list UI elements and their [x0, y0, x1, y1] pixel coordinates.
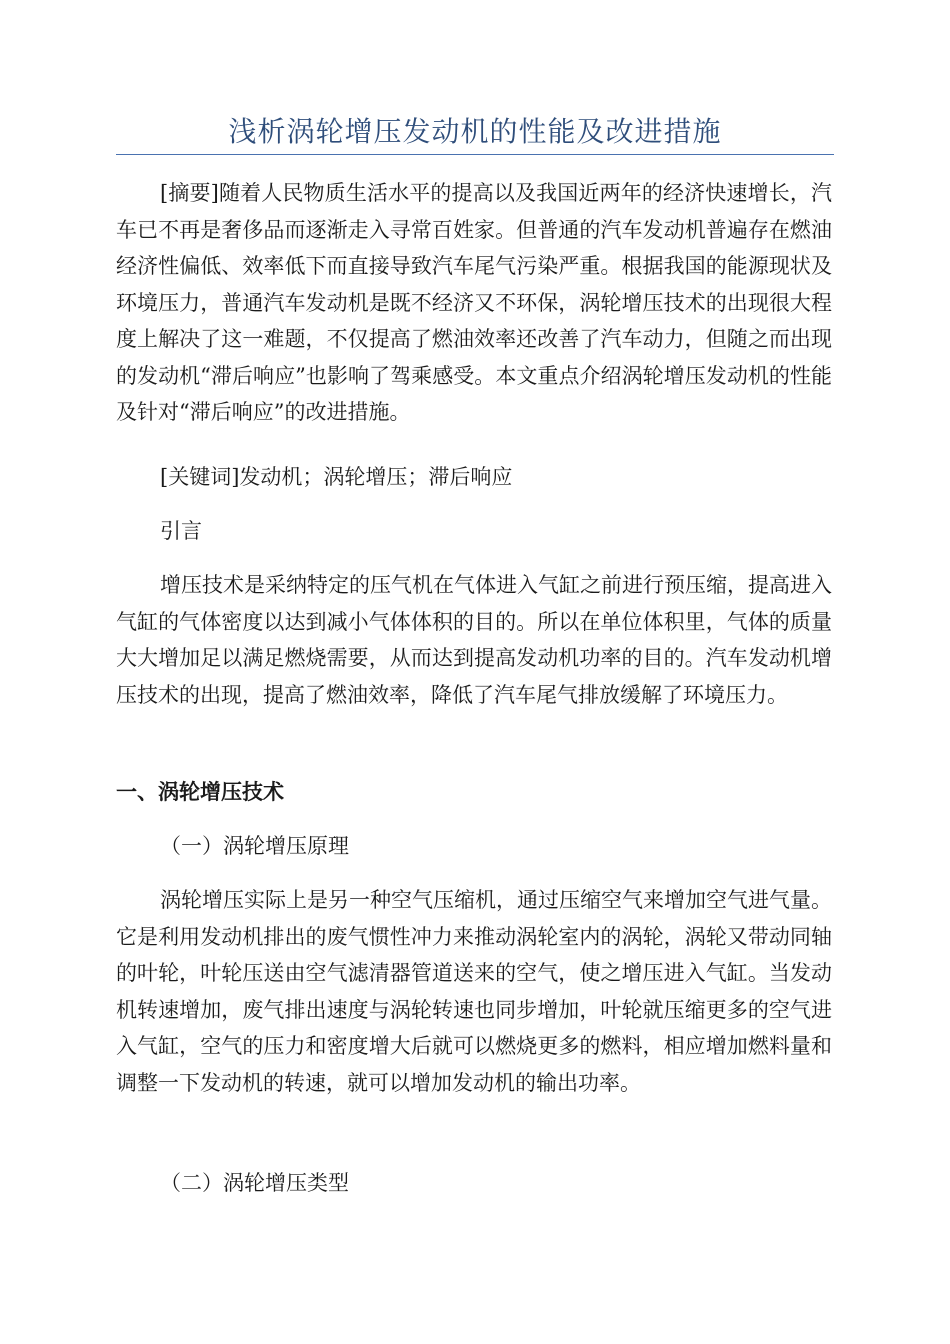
subsection-heading-2: （二）涡轮增压类型: [160, 1171, 349, 1195]
title-underline: [116, 154, 834, 155]
document-title: 浅析涡轮增压发动机的性能及改进措施: [228, 115, 722, 148]
section-heading-1: 一、涡轮增压技术: [116, 780, 284, 804]
keywords-line: [关键词]发动机；涡轮增压；滞后响应: [160, 465, 513, 489]
abstract-paragraph: [摘要]随着人民物质生活水平的提高以及我国近两年的经济快速增长，汽车已不再是奢侈品而逐渐走入寻常百姓家。但普通的汽车发动机普遍存在燃油经济性偏低、效率低下而直接导致汽车尾气污染严重。根据我国的能源现状及环境压力，普通汽车发动机是既不经济又不环保，涡轮增压技术的出现很大程度上解决了这一难题，不仅提高了燃油效率还改善了汽车动力，但随之而出现的发动机“滞后响应”也影响了驾乘感受。本文重点介绍涡轮增压发动机的性能及针对“滞后响应”的改进措施。: [116, 181, 832, 424]
subsection-1-paragraph: 涡轮增压实际上是另一种空气压缩机，通过压缩空气来增加空气进气量。它是利用发动机排出的废气惯性冲力来推动涡轮室内的涡轮，涡轮又带动同轴的叶轮，叶轮压送由空气滤清器管道送来的空气，使之增压进入气缸。当发动机转速增加，废气排出速度与涡轮转速也同步增加，叶轮就压缩更多的空气进入气缸，空气的压力和密度增大后就可以燃烧更多的燃料，相应增加燃料量和调整一下发动机的转速，就可以增加发动机的输出功率。: [116, 888, 832, 1095]
intro-paragraph: 增压技术是采纳特定的压气机在气体进入气缸之前进行预压缩，提高进入气缸的气体密度以达到减小气体体积的目的。所以在单位体积里，气体的质量大大增加足以满足燃烧需要，从而达到提高发动机功率的目的。汽车发动机增压技术的出现，提高了燃油效率，降低了汽车尾气排放缓解了环境压力。: [116, 573, 832, 707]
subsection-heading-1: （一）涡轮增压原理: [160, 834, 349, 858]
intro-heading: 引言: [160, 519, 202, 543]
